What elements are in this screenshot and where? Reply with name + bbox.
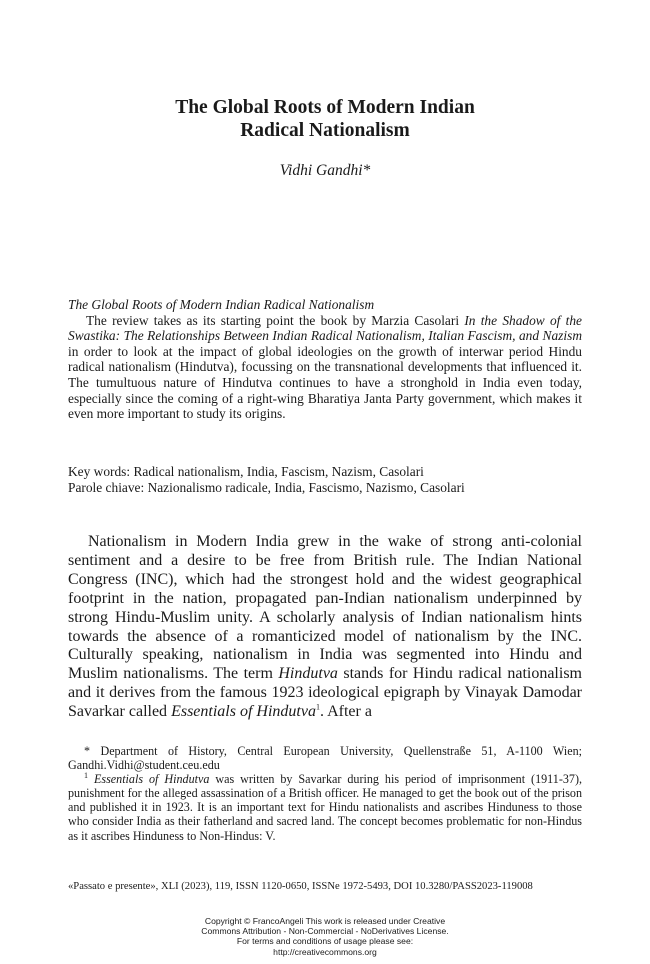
keywords <box>68 464 582 495</box>
keywords-english: Key words: Radical nationalism, India, Fascism, Nazism, Casolari <box>68 464 424 479</box>
abstract-title: The Global Roots of Modern Indian Radical Nationalism <box>68 297 375 312</box>
abstract <box>68 297 582 422</box>
author-name: Vidhi Gandhi* <box>279 162 371 179</box>
body-text-b: stands for Hindu radical nationalism and it derives from the famous 1923 ideological epigraph by Vinayak Damodar Savarkar called <box>68 665 582 721</box>
body-text-a: Nationalism in Modern India grew in the wake of strong anti-colonial sentiment and a desire to be free from British rule. The Indian National Congress (INC), which had the strongest hold and the widest geographical footprint in the nation, propagated pan-Indian nationalism underpinned by strong Hindu-Muslim unity. A scholarly analysis of Indian nationalism hints towards the absence of a romanticized model of nationalism by the INC. Culturally speaking, nationalism in India was segmented into Hindu and Muslim nationalisms. The term <box>68 533 582 683</box>
article-title <box>0 96 650 142</box>
body-text-c: . After a <box>319 703 372 721</box>
abstract-text-b: in order to look at the impact of global ideologies on the growth of interwar period Hindu radical nationalism (Hindutva), focussing on the transnational developments that influenced it. The tumultuous nature of Hindutva continues to have a stronghold in India even today, especially since the coming of a right-wing Bharatiya Janta Party government, which makes it even more important to study its origins. <box>68 343 582 422</box>
body-paragraph <box>68 533 582 722</box>
license-line-1: Copyright © FrancoAngeli This work is released under Creative <box>204 916 446 926</box>
keywords-italian: Parole chiave: Nazionalismo radicale, India, Fascismo, Nazismo, Casolari <box>68 479 465 495</box>
title-line-1: The Global Roots of Modern Indian <box>175 97 475 118</box>
title-line-2: Radical Nationalism <box>240 120 410 141</box>
footnote-1-mark: 1 <box>84 771 88 781</box>
footnote-1 <box>68 772 582 842</box>
license-line-3: For terms and conditions of usage please see: <box>236 936 414 947</box>
footnote-1-text: was written by Savarkar during his period of imprisonment (1911-37), punishment for the alleged assassination of a British officer. He managed to get the book out of the prison and published it in 1923. It is an important text for Hindu nationalists and ascribes Hinduness to those who consider India as their fatherland and sacred land. The concept becomes problematic for non-Hindus as it ascribes Hinduness to Non-Hindus: V. <box>68 772 582 843</box>
footnote-affiliation: * Department of History, Central European University, Quellenstraße 51, A-1100 Wien; Gandhi.Vidhi@student.ceu.edu <box>68 744 582 773</box>
main-text <box>68 533 582 722</box>
body-work-title: Essentials of Hindutva <box>171 703 316 721</box>
footnote-reference[interactable]: 1 <box>315 702 320 712</box>
abstract-book-title: In the Shadow of the Swastika: The Relationships Between Indian Radical Nationalism, Italian Fascism, and Nazism <box>68 312 582 344</box>
license-line-2: Commons Attribution - Non-Commercial - NoDerivatives License. <box>201 926 449 937</box>
abstract-body <box>68 313 582 422</box>
body-term-hindutva: Hindutva <box>278 665 338 683</box>
footnotes <box>68 744 582 843</box>
license-notice <box>0 916 650 957</box>
footnote-1-title: Essentials of Hindutva <box>93 772 210 787</box>
license-link[interactable]: http://creativecommons.org <box>273 946 377 957</box>
abstract-text-a: The review takes as its starting point the book by Marzia Casolari <box>86 312 465 328</box>
journal-citation: «Passato e presente», XLI (2023), 119, ISSN 1120-0650, ISSNe 1972-5493, DOI 10.3280/PASS2023-119008 <box>68 881 533 892</box>
